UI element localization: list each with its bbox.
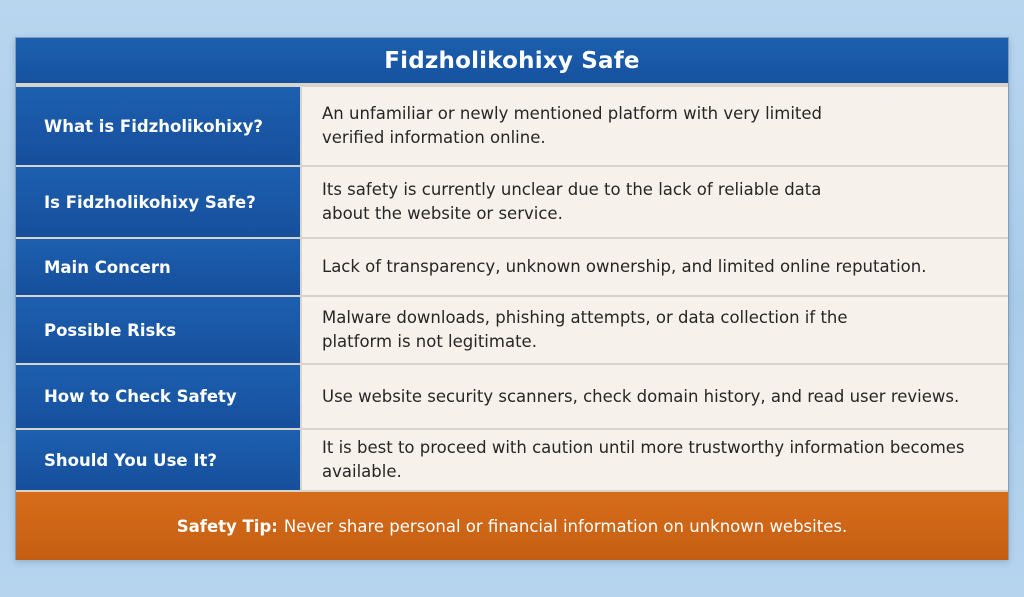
row-value-line: verified information online. — [322, 128, 546, 147]
safety-tip-banner — [16, 490, 1008, 560]
row-value — [300, 85, 1008, 165]
row-value-line: An unfamiliar or newly mentioned platform with very limited — [322, 104, 823, 123]
safety-tip-label: Safety Tip: — [176, 516, 278, 536]
row-label: How to Check Safety — [16, 363, 300, 428]
row-value-line: about the website or service. — [322, 204, 563, 223]
row-label: Main Concern — [16, 237, 300, 295]
row-value — [300, 165, 1008, 237]
row-value-line: Its safety is currently unclear due to the lack of reliable data — [322, 180, 822, 199]
row-label: Is Fidzholikohixy Safe? — [16, 165, 300, 237]
title-bar — [16, 38, 1008, 85]
row-value-line: platform is not legitimate. — [322, 332, 537, 351]
table-row-is-safe — [16, 165, 1008, 237]
row-value-line: It is best to proceed with caution until more trustworthy information becomes available. — [322, 438, 965, 481]
table-row-what-is — [16, 85, 1008, 165]
row-value — [300, 295, 1008, 363]
row-value-line: Use website security scanners, check domain history, and read user reviews. — [322, 386, 960, 406]
safety-tip-text: Never share personal or financial information on unknown websites. — [283, 516, 848, 536]
row-label: Possible Risks — [16, 295, 300, 363]
safety-info-card — [15, 37, 1009, 560]
row-value-line: Malware downloads, phishing attempts, or data collection if the — [322, 308, 848, 327]
row-label: What is Fidzholikohixy? — [16, 85, 300, 165]
row-value — [300, 428, 1008, 490]
row-label: Should You Use It? — [16, 428, 300, 490]
table-row-how-to-check — [16, 363, 1008, 428]
row-value-line: Lack of transparency, unknown ownership, and limited online reputation. — [322, 257, 927, 276]
page-title: Fidzholikohixy Safe — [384, 47, 640, 74]
row-value — [300, 237, 1008, 295]
row-value — [300, 363, 1008, 428]
table-row-possible-risks — [16, 295, 1008, 363]
table-row-main-concern — [16, 237, 1008, 295]
table-row-should-you-use — [16, 428, 1008, 490]
